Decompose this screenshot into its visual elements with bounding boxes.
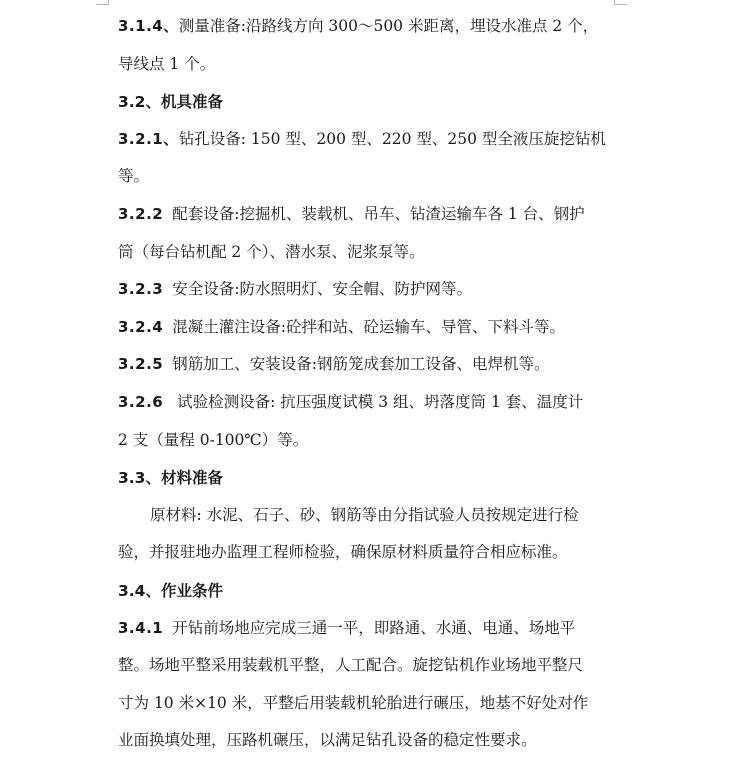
paragraph-line [118,722,618,760]
paragraph-line [118,309,618,347]
heading-text: 3.4、作业条件 [118,581,223,600]
page-corner-mark-left [96,0,109,5]
line-text: 验，并报驻地办监理工程师检验，确保原材料质量符合相应标准。 [118,543,568,562]
line-text: 钢筋加工、安装设备:钢筋笼成套加工设备、电焊机等。 [172,355,550,374]
section-number: 3.1.4、 [118,17,179,35]
line-text: 2 支（量程 0-100℃）等。 [118,430,309,449]
paragraph-line [118,647,618,685]
document-body [118,8,618,760]
line-text: 钻孔设备: 150 型、200 型、220 型、250 型全液压旋挖钻机 [178,129,606,148]
section-number: 3.2.5 [118,355,164,374]
line-text: 等。 [118,167,150,186]
section-number: 3.2.4 [118,317,164,336]
line-text: 整。场地平整采用装载机平整，人工配合。旋挖钻机作业场地平整尺 [118,656,584,675]
paragraph-line [118,685,618,723]
section-heading [118,572,618,610]
line-text: 安全设备:防水照明灯、安全帽、防护网等。 [172,280,472,299]
section-number: 3.2.6 [118,392,164,411]
section-heading [118,459,618,497]
heading-text: 3.2、机具准备 [118,93,223,112]
paragraph-line [118,196,618,234]
paragraph-line [118,8,618,46]
paragraph-line [118,271,618,309]
paragraph-line [118,497,618,535]
paragraph-line [118,610,618,648]
paragraph-line [118,384,618,422]
line-text: 配套设备:挖掘机、装载机、吊车、钻渣运输车各 1 台、钢护 [172,204,585,223]
section-number: 3.4.1 [118,618,164,637]
section-heading [118,83,618,121]
section-number: 3.2.2 [118,204,164,223]
paragraph-line [118,534,618,572]
line-text: 开钻前场地应完成三通一平，即路通、水通、电通、场地平 [172,618,576,637]
line-text: 业面换填处理，压路机碾压，以满足钻孔设备的稳定性要求。 [118,731,537,750]
line-text: 试验检测设备: 抗压强度试模 3 组、坍落度筒 1 套、温度计 [172,392,584,411]
paragraph-line [118,234,618,272]
line-text: 混凝土灌注设备:砼拌和站、砼运输车、导管、下料斗等。 [172,317,565,336]
paragraph-line [118,346,618,384]
line-text: 原材料: 水泥、石子、砂、钢筋等由分指试验人员按规定进行检 [150,505,579,524]
heading-text: 3.3、材料准备 [118,469,223,488]
paragraph-line [118,121,618,159]
line-text: 测量准备:沿路线方向 300～500 米距离，埋设水准点 2 个， [178,17,599,35]
paragraph-line [118,158,618,196]
line-text: 筒（每台钻机配 2 个）、潜水泵、泥浆泵等。 [118,242,425,261]
section-number: 3.2.3 [118,280,164,299]
paragraph-line [118,46,618,84]
section-number: 3.2.1、 [118,129,179,148]
line-text: 导线点 1 个。 [118,54,216,73]
paragraph-line [118,422,618,460]
page-corner-mark-right [614,0,627,5]
line-text: 寸为 10 米×10 米，平整后用装载机轮胎进行碾压，地基不好处对作 [118,693,589,712]
